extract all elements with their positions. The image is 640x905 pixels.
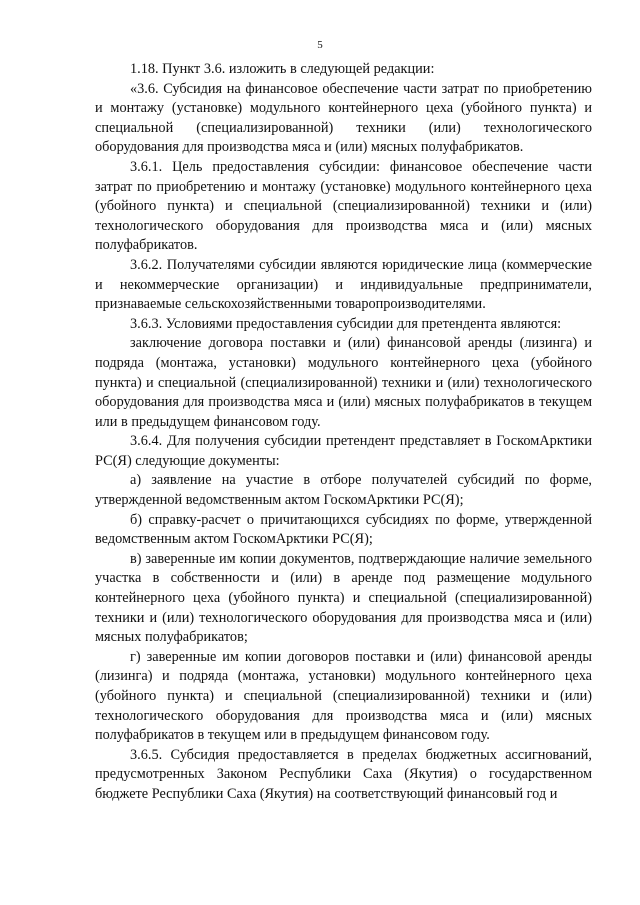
paragraph-3-6-1: 3.6.1. Цель предоставления субсидии: финансовое обеспечение части затрат по приобретению и монтажу (установке) модульного контейнерного цеха (убойного пункта) и специальной (специализированной) техники и (или) технологического оборудования для производства мяса и (или) мясных полуфабрикатов. [95, 158, 592, 254]
paragraph-condition: заключение договора поставки и (или) финансовой аренды (лизинга) и подряда (монтажа, установки) модульного контейнерного цеха (убойного пункта) и специальной (специализированной) техники и (или) технологического оборудования для производства мяса и (или) мясных полуфабрикатов в текущем или в предыдущем финансовом году. [95, 335, 592, 430]
paragraph-3-6-4: 3.6.4. Для получения субсидии претендент представляет в ГоскомАрктики РС(Я) следующие документы: [95, 433, 592, 469]
page-number: 5 [317, 39, 323, 51]
document-body [95, 60, 592, 805]
list-item-g: г) заверенные им копии договоров поставки и (или) финансовой аренды (лизинга) и подряда (монтажа, установки) модульного контейнерного цеха (убойного пункта) и специальной (специализированной) техники и (или) технологического оборудования для производства мяса и (или) мясных полуфабрикатов в текущем или в предыдущем финансовом году. [95, 648, 592, 744]
paragraph-3-6: «3.6. Субсидия на финансовое обеспечение части затрат по приобретению и монтажу (установке) модульного контейнерного цеха (убойного пункта) и специальной (специализированной) техники (или) технологического оборудования для производства мяса и (или) мясных полуфабрикатов. [95, 80, 592, 156]
list-item-a: а) заявление на участие в отборе получателей субсидий по форме, утвержденной ведомственным актом ГоскомАрктики РС(Я); [95, 472, 592, 509]
paragraph-3-6-3: 3.6.3. Условиями предоставления субсидии для претендента являются: [130, 315, 562, 332]
paragraph-3-6-5: 3.6.5. Субсидия предоставляется в пределах бюджетных ассигнований, предусмотренных Законом Республики Саха (Якутия) о государственном бюджете Республики Саха (Якутия) на соответствующий финансовый год и [95, 746, 592, 802]
list-item-v: в) заверенные им копии документов, подтверждающие наличие земельного участка в собственности и (или) в аренде под размещение модульного контейнерного цеха (убойного пункта) и специальной (специализированной) техники и (или) технологического оборудования для производства мяса и (или) мясных полуфабрикатов; [95, 550, 592, 646]
paragraph-3-6-2: 3.6.2. Получателями субсидии являются юридические лица (коммерческие и некоммерческие организации) и индивидуальные предприниматели, признаваемые сельскохозяйственными товаропроизводителями. [95, 256, 592, 313]
list-item-b: б) справку-расчет о причитающихся субсидиях по форме, утвержденной ведомственным актом ГоскомАрктики РС(Я); [95, 511, 592, 548]
paragraph-1-18: 1.18. Пункт 3.6. изложить в следующей редакции: [130, 61, 435, 77]
